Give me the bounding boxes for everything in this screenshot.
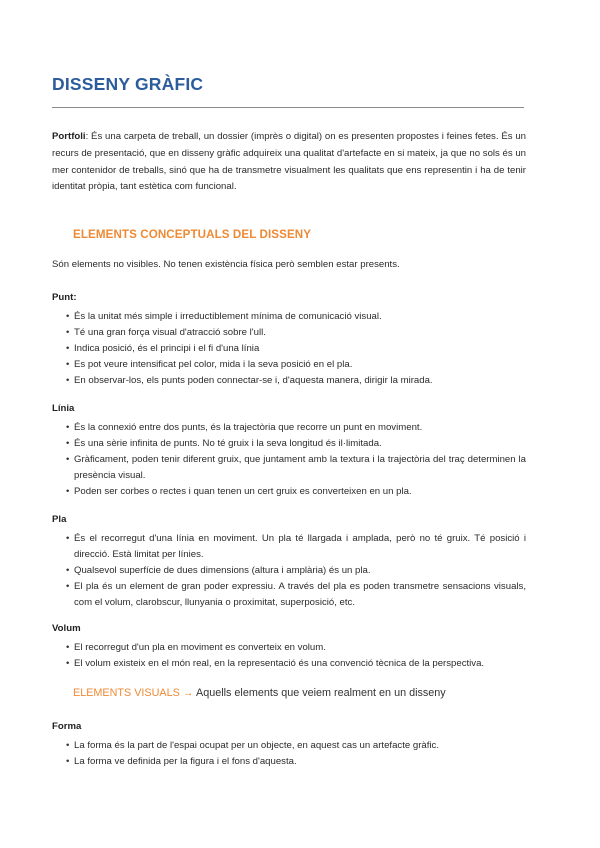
- list-item: • És el recorregut d'una línia en moviment. Un pla té llargada i amplada, però no té gruix. Té posició i direcció. Està limitat per línies.: [74, 531, 526, 563]
- intro-paragraph: [52, 129, 526, 196]
- list-item: • Es pot veure intensificat pel color, mida i la seva posició en el pla.: [74, 357, 526, 373]
- list-item: • La forma ve definida per la figura i el fons d'aquesta.: [74, 754, 526, 770]
- pla-title: Pla: [52, 514, 67, 525]
- linia-title: Línia: [52, 403, 75, 414]
- forma-list: [52, 738, 526, 770]
- section-forma: [52, 720, 526, 770]
- list-item: • És la unitat més simple i irreductiblement mínima de comunicació visual.: [74, 309, 526, 325]
- list-item: • El recorregut d'un pla en moviment es converteix en volum.: [74, 640, 526, 656]
- list-item: • És una sèrie infinita de punts. No té gruix i la seva longitud és il·limitada.: [74, 436, 526, 452]
- title-divider: [52, 107, 524, 108]
- list-item: • En observar-los, els punts poden connectar-se i, d'aquesta manera, dirigir la mirada.: [74, 373, 526, 389]
- conceptual-lead: Són elements no visibles. No tenen existència física però semblen estar presents.: [52, 259, 400, 270]
- list-item: • La forma és la part de l'espai ocupat per un objecte, en aquest cas un artefacte gràfic.: [74, 738, 526, 754]
- conceptual-heading: ELEMENTS CONCEPTUALS DEL DISSENY: [73, 228, 312, 241]
- section-volum: [52, 622, 526, 672]
- pla-list: [52, 531, 526, 611]
- list-item: • El volum existeix en el món real, en la representació és una convenció tècnica de la perspectiva.: [74, 656, 526, 672]
- visual-elements-line: [73, 686, 446, 700]
- intro-term: Portfoli: [52, 131, 86, 142]
- forma-title: Forma: [52, 721, 82, 732]
- intro-text: : És una carpeta de treball, un dossier (imprès o digital) on es presenten propostes i feines fetes. És un recurs de presentació, que en disseny gràfic adquireix una qualitat d'artefacte en si mateix, ja que no sols és un mer contenidor de treballs, sinó que ha de transmetre visualment les qualitats que ens representin i ha de tenir identitat pròpia, tant estètica com funcional.: [52, 131, 526, 193]
- section-punt: [52, 291, 526, 389]
- section-pla: [52, 513, 526, 611]
- punt-title: Punt:: [52, 292, 77, 303]
- visual-description: Aquells elements que veiem realment en un disseny: [193, 687, 446, 699]
- list-item: • Qualsevol superfície de dues dimensions (altura i amplària) és un pla.: [74, 563, 526, 579]
- list-item: • Gràficament, poden tenir diferent gruix, que juntament amb la textura i la trajectòria del traç determinen la presència visual.: [74, 452, 526, 484]
- list-item: • És la connexió entre dos punts, és la trajectòria que recorre un punt en moviment.: [74, 420, 526, 436]
- list-item: • Té una gran força visual d'atracció sobre l'ull.: [74, 325, 526, 341]
- linia-list: [52, 420, 526, 500]
- section-linia: [52, 402, 526, 500]
- page-title: DISSENY GRÀFIC: [52, 74, 204, 94]
- list-item: • Poden ser corbes o rectes i quan tenen un cert gruix es converteixen en un pla.: [74, 484, 526, 500]
- volum-list: [52, 640, 526, 672]
- visual-heading: ELEMENTS VISUALS →: [73, 687, 194, 699]
- volum-title: Volum: [52, 623, 81, 634]
- punt-list: [52, 309, 526, 389]
- list-item: • El pla és un element de gran poder expressiu. A través del pla es poden transmetre sensacions visuals, com el volum, clarobscur, llunyania o proximitat, superposició, etc.: [74, 579, 526, 611]
- list-item: • Indica posició, és el principi i el fi d'una línia: [74, 341, 526, 357]
